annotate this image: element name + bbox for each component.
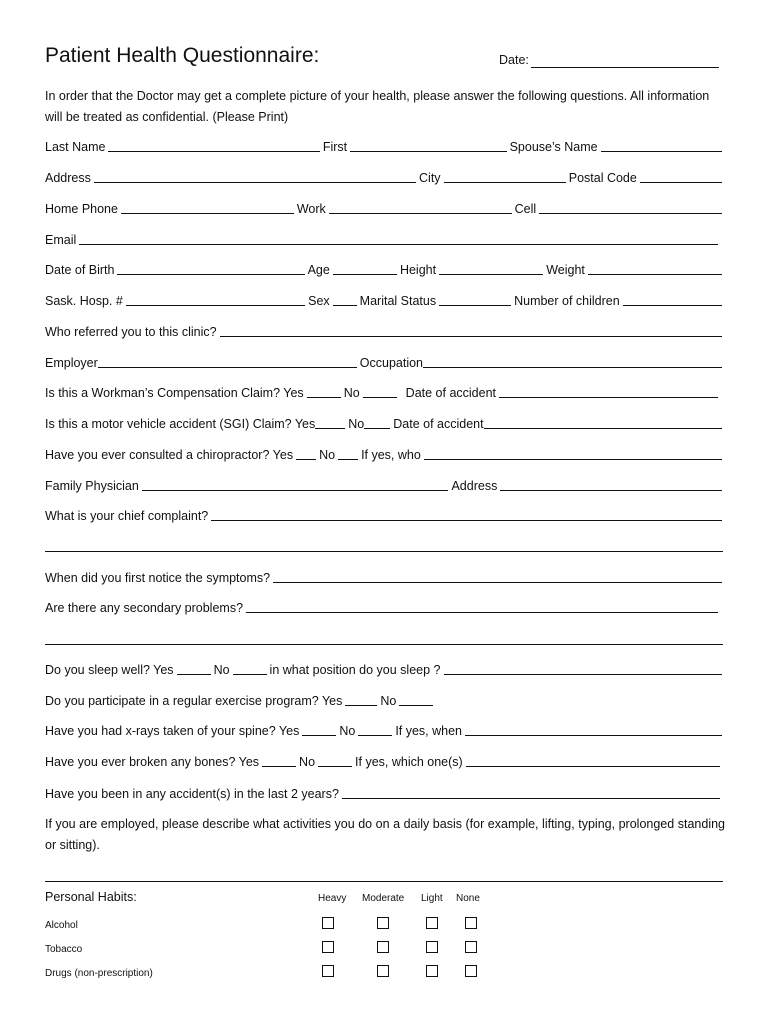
col-light: Light (421, 893, 443, 904)
mva-claim-label: Is this a motor vehicle accident (SGI) Claim? Yes (45, 417, 316, 431)
email-label: Email (45, 233, 77, 247)
dob-row (45, 261, 725, 277)
work-phone-label: Work (296, 202, 326, 216)
drugs-moderate-checkbox[interactable] (377, 965, 389, 977)
cell-phone-label: Cell (514, 202, 537, 216)
alcohol-light-checkbox[interactable] (426, 917, 438, 929)
chiro-who-label: If yes, who (361, 448, 421, 462)
workman-no-label: No (343, 386, 360, 400)
date-label: Date: (499, 53, 529, 67)
name-row (45, 138, 725, 154)
tobacco-heavy-checkbox[interactable] (322, 941, 334, 953)
mva-yes-field[interactable] (315, 428, 345, 429)
alcohol-heavy-checkbox[interactable] (322, 917, 334, 929)
dob-label: Date of Birth (45, 263, 115, 277)
home-phone-label: Home Phone (45, 202, 118, 216)
mva-accident-date-field[interactable] (484, 428, 722, 429)
col-none: None (456, 893, 480, 904)
accidents-field[interactable] (342, 798, 720, 799)
sex-label: Sex (308, 294, 330, 308)
physician-address-field[interactable] (500, 490, 722, 491)
cell-phone-field[interactable] (539, 213, 722, 214)
spouse-name-field[interactable] (601, 151, 722, 152)
address-field[interactable] (94, 182, 416, 183)
alcohol-moderate-checkbox[interactable] (377, 917, 389, 929)
family-physician-label: Family Physician (45, 479, 139, 493)
sleep-row (45, 661, 725, 677)
first-name-field[interactable] (350, 151, 506, 152)
xrays-no-label: No (339, 724, 356, 738)
drugs-light-checkbox[interactable] (426, 965, 438, 977)
workman-yes-field[interactable] (307, 397, 341, 398)
employer-field[interactable] (98, 367, 357, 368)
chiro-who-field[interactable] (424, 459, 722, 460)
xrays-yes-field[interactable] (302, 735, 336, 736)
xrays-row (45, 722, 725, 738)
tobacco-light-checkbox[interactable] (426, 941, 438, 953)
sleep-no-field[interactable] (233, 674, 267, 675)
home-phone-field[interactable] (121, 213, 294, 214)
chief-complaint-field[interactable] (211, 520, 722, 521)
secondary-extra-line[interactable] (45, 644, 723, 645)
email-row (45, 231, 721, 247)
workman-accident-date-label: Date of accident (405, 386, 497, 400)
height-label: Height (399, 263, 437, 277)
habit-drugs-label: Drugs (non-prescription) (45, 968, 153, 979)
referred-row (45, 323, 725, 339)
chiro-no-field[interactable] (338, 459, 358, 460)
postal-code-field[interactable] (640, 182, 722, 183)
address-label: Address (45, 171, 91, 185)
date-field[interactable] (531, 67, 719, 68)
chiro-yes-field[interactable] (296, 459, 316, 460)
postal-code-label: Postal Code (568, 171, 637, 185)
intro-text: In order that the Doctor may get a complete picture of your health, please answer the following questions. All information will be treated as confidential. (Please Print) (45, 89, 710, 124)
weight-label: Weight (546, 263, 585, 277)
marital-status-label: Marital Status (359, 294, 437, 308)
exercise-yes-field[interactable] (345, 705, 377, 706)
exercise-row (45, 692, 725, 708)
employed-answer-line[interactable] (45, 881, 723, 882)
secondary-field[interactable] (246, 612, 718, 613)
email-field[interactable] (79, 244, 718, 245)
family-physician-field[interactable] (142, 490, 449, 491)
col-moderate: Moderate (362, 893, 405, 904)
personal-habits-title: Personal Habits: (45, 890, 137, 904)
workman-claim-label: Is this a Workman’s Compensation Claim? Yes (45, 386, 304, 400)
referred-label: Who referred you to this clinic? (45, 325, 217, 339)
habit-tobacco-label: Tobacco (45, 944, 83, 955)
mva-row (45, 415, 725, 431)
chief-complaint-extra-line[interactable] (45, 551, 723, 552)
employer-row (45, 354, 725, 370)
hosp-label: Sask. Hosp. # (45, 294, 123, 308)
workman-no-field[interactable] (363, 397, 397, 398)
occupation-field[interactable] (423, 367, 722, 368)
phone-row (45, 200, 725, 216)
exercise-no-field[interactable] (399, 705, 433, 706)
bones-no-label: No (299, 755, 316, 769)
tobacco-moderate-checkbox[interactable] (377, 941, 389, 953)
city-field[interactable] (444, 182, 566, 183)
bones-no-field[interactable] (318, 766, 352, 767)
occupation-label: Occupation (359, 356, 424, 370)
height-field[interactable] (439, 274, 543, 275)
chiro-label: Have you ever consulted a chiropractor? Yes (45, 448, 294, 462)
first-name-label: First (322, 140, 348, 154)
physician-address-label: Address (451, 479, 498, 493)
exercise-label: Do you participate in a regular exercise program? Yes (45, 694, 343, 708)
alcohol-none-checkbox[interactable] (465, 917, 477, 929)
children-label: Number of children (514, 294, 620, 308)
sleep-position-label: in what position do you sleep ? (269, 663, 441, 677)
bones-yes-field[interactable] (262, 766, 296, 767)
hosp-field[interactable] (126, 305, 305, 306)
complaint-row (45, 507, 725, 523)
secondary-row (45, 599, 721, 615)
physician-row (45, 477, 725, 493)
symptoms-label: When did you first notice the symptoms? (45, 571, 271, 585)
bones-which-field[interactable] (466, 766, 720, 767)
xrays-no-field[interactable] (358, 735, 392, 736)
weight-field[interactable] (588, 274, 722, 275)
bones-which-label: If yes, which one(s) (355, 755, 463, 769)
sex-field[interactable] (333, 305, 357, 306)
last-name-label: Last Name (45, 140, 106, 154)
spouse-name-label: Spouse’s Name (509, 140, 598, 154)
bones-row (45, 753, 723, 769)
mva-no-field[interactable] (364, 428, 390, 429)
tobacco-none-checkbox[interactable] (465, 941, 477, 953)
dob-field[interactable] (117, 274, 304, 275)
symptoms-field[interactable] (273, 582, 722, 583)
sleep-label: Do you sleep well? Yes (45, 663, 174, 677)
drugs-heavy-checkbox[interactable] (322, 965, 334, 977)
workman-row (45, 384, 721, 400)
marital-status-field[interactable] (439, 305, 511, 306)
page-title: Patient Health Questionnaire: (45, 44, 320, 67)
age-field[interactable] (333, 274, 397, 275)
accidents-label: Have you been in any accident(s) in the last 2 years? (45, 787, 339, 801)
xrays-when-field[interactable] (465, 735, 722, 736)
address-row (45, 169, 725, 185)
habit-alcohol-label: Alcohol (45, 920, 78, 931)
employed-paragraph: If you are employed, please describe what activities you do on a daily basis (for example, lifting, typing, prolonged standing or sitting). (45, 817, 725, 852)
employer-label: Employer (45, 356, 98, 370)
work-phone-field[interactable] (329, 213, 512, 214)
age-label: Age (307, 263, 330, 277)
chiro-row (45, 446, 725, 462)
bones-label: Have you ever broken any bones? Yes (45, 755, 260, 769)
sleep-yes-field[interactable] (177, 674, 211, 675)
hosp-row (45, 292, 725, 308)
col-heavy: Heavy (318, 893, 347, 904)
secondary-label: Are there any secondary problems? (45, 601, 244, 615)
symptoms-row (45, 569, 725, 585)
accidents-row (45, 785, 723, 801)
city-label: City (419, 171, 441, 185)
sleep-position-field[interactable] (444, 674, 723, 675)
sleep-no-label: No (213, 663, 230, 677)
mva-accident-date-label: Date of accident (393, 417, 484, 431)
workman-accident-date-field[interactable] (499, 397, 718, 398)
children-field[interactable] (623, 305, 722, 306)
chief-complaint-label: What is your chief complaint? (45, 509, 209, 523)
chiro-no-label: No (319, 448, 336, 462)
mva-no-label: No (348, 417, 365, 431)
exercise-no-label: No (380, 694, 397, 708)
last-name-field[interactable] (108, 151, 319, 152)
xrays-when-label: If yes, when (395, 724, 463, 738)
referred-field[interactable] (220, 336, 722, 337)
xrays-label: Have you had x-rays taken of your spine? Yes (45, 724, 300, 738)
drugs-none-checkbox[interactable] (465, 965, 477, 977)
